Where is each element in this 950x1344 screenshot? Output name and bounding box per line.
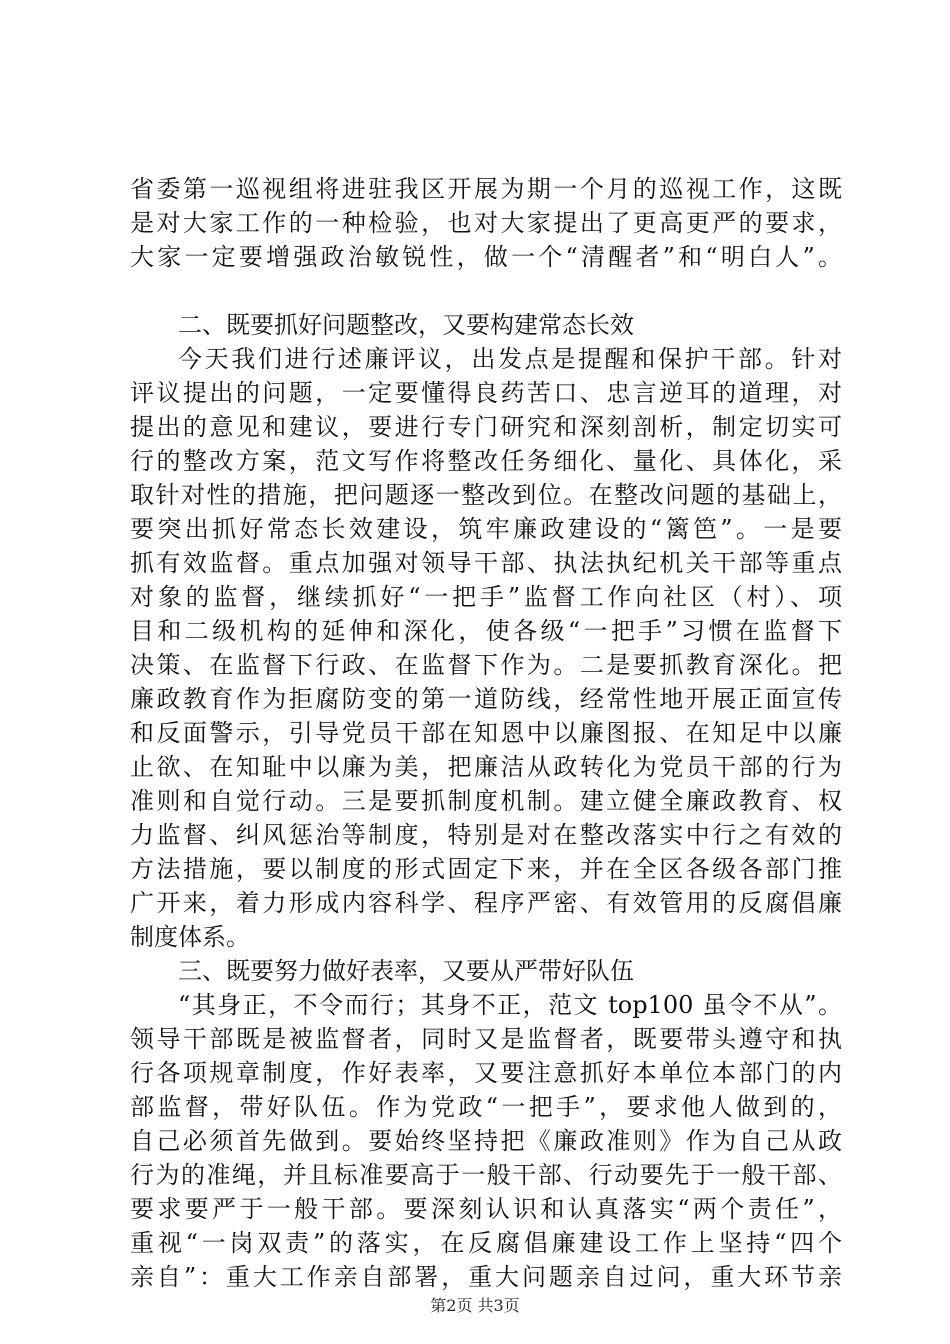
- text-line: 部监督，带好队伍。作为党政“一把手”，要求他人做到的，: [130, 1093, 842, 1121]
- text-line: 准则和自觉行动。三是要抓制度机制。建立健全廉政教育、权: [130, 787, 842, 815]
- text-line: 行为的准绳，并且标准要高于一般干部、行动要先于一般干部、: [130, 1161, 842, 1189]
- text-line: 广开来，着力形成内容科学、程序严密、有效管用的反腐倡廉: [130, 889, 842, 917]
- blank-line: [130, 274, 842, 308]
- text-line: 领导干部既是被监督者，同时又是监督者，既要带头遵守和执: [130, 1025, 842, 1053]
- text-line: 目和二级机构的延伸和深化，使各级“一把手”习惯在监督下: [130, 617, 842, 645]
- text-line: 省委第一巡视组将进驻我区开展为期一个月的巡视工作，这既: [130, 175, 842, 203]
- text-line: 评议提出的问题，一定要懂得良药苦口、忠言逆耳的道理，对: [130, 379, 842, 407]
- text-line: 自己必须首先做到。要始终坚持把《廉政准则》作为自己从政: [130, 1127, 842, 1155]
- text-line: 是对大家工作的一种检验，也对大家提出了更高更严的要求，: [130, 209, 842, 237]
- document-body: [130, 172, 842, 1294]
- text-line: 要突出抓好常态长效建设，筑牢廉政建设的“篱笆”。一是要: [130, 515, 842, 543]
- page-number-footer: 第2页 共3页: [430, 1296, 520, 1315]
- paragraph-first-line: “其身正，不令而行；其身不正，范文 top100 虽令不从”。: [178, 991, 842, 1019]
- text-line: 决策、在监督下行政、在监督下作为。二是要抓教育深化。把: [130, 651, 842, 679]
- section-heading: 三、既要努力做好表率，又要从严带好队伍: [178, 957, 634, 985]
- text-line: 大家一定要增强政治敏锐性，做一个“清醒者”和“明白人”。: [130, 243, 842, 271]
- paragraph-first-line: 今天我们进行述廉评议，出发点是提醒和保护干部。针对: [178, 345, 842, 373]
- text-line: 亲自”：重大工作亲自部署，重大问题亲自过问，重大环节亲: [130, 1263, 842, 1291]
- text-line: 和反面警示，引导党员干部在知恩中以廉图报、在知足中以廉: [130, 719, 842, 747]
- text-line: 对象的监督，继续抓好“一把手”监督工作向社区（村）、项: [130, 583, 842, 611]
- text-line: 行各项规章制度，作好表率，又要注意抓好本单位本部门的内: [130, 1059, 842, 1087]
- text-line: 行的整改方案，范文写作将整改任务细化、量化、具体化，采: [130, 447, 842, 475]
- text-line: 廉政教育作为拒腐防变的第一道防线，经常性地开展正面宣传: [130, 685, 842, 713]
- text-line: 力监督、纠风惩治等制度，特别是对在整改落实中行之有效的: [130, 821, 842, 849]
- text-line: 止欲、在知耻中以廉为美，把廉洁从政转化为党员干部的行为: [130, 753, 842, 781]
- text-line: 要求要严于一般干部。要深刻认识和认真落实“两个责任”，: [130, 1195, 842, 1223]
- text-line: 重视“一岗双责”的落实，在反腐倡廉建设工作上坚持“四个: [130, 1229, 842, 1257]
- text-line: 抓有效监督。重点加强对领导干部、执法执纪机关干部等重点: [130, 549, 842, 577]
- text-line: 方法措施，要以制度的形式固定下来，并在全区各级各部门推: [130, 855, 842, 883]
- text-line: 取针对性的措施，把问题逐一整改到位。在整改问题的基础上，: [130, 481, 842, 509]
- text-line: 提出的意见和建议，要进行专门研究和深刻剖析，制定切实可: [130, 413, 842, 441]
- paragraph-last-line: 制度体系。: [130, 923, 250, 951]
- section-heading: 二、既要抓好问题整改，又要构建常态长效: [178, 311, 634, 339]
